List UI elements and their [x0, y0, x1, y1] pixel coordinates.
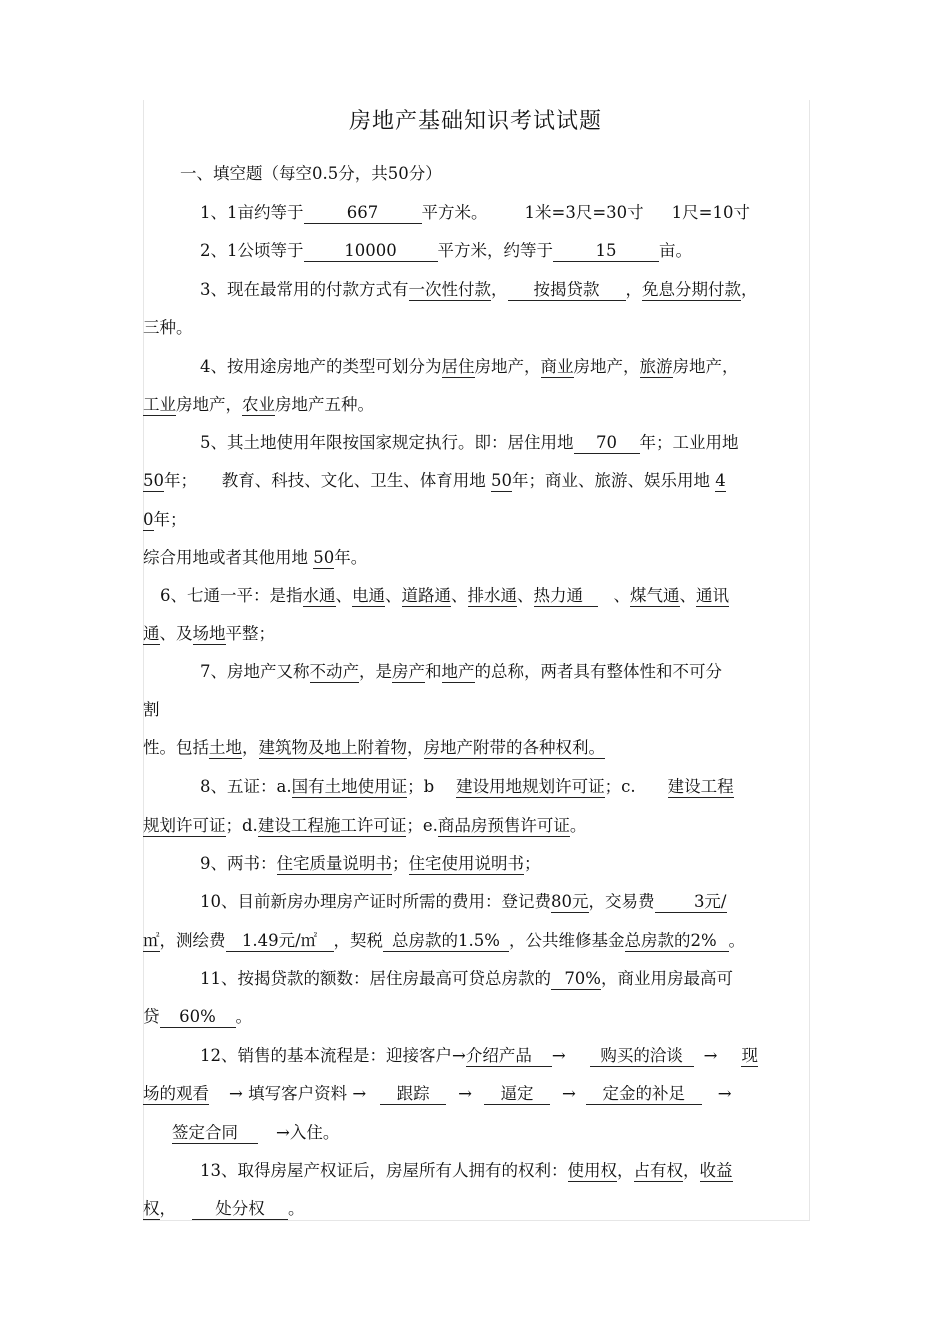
q12-text: 12、销售的基本流程是：迎接客户→ [200, 1046, 466, 1065]
question-4-cont [143, 394, 374, 416]
q12-text: → [551, 1046, 566, 1065]
question-13 [200, 1160, 733, 1182]
q8-answer: 建设工程施工许可证 [257, 816, 407, 835]
q13-text: ， [683, 1161, 700, 1180]
q4-text: 房地产， [176, 395, 242, 414]
q5-text: 综合用地或者其他用地 [143, 548, 308, 567]
q2-answer: 10000 [304, 241, 438, 262]
q13-text: 13、取得房屋产权证后，房屋所有人拥有的权利： [200, 1161, 568, 1180]
q1-text: 1尺=10寸 [671, 203, 750, 222]
question-12-cont [143, 1083, 732, 1105]
q4-text: 4、按用途房地产的类型可划分为 [200, 357, 442, 376]
q6-answer: 热力通 [534, 586, 598, 607]
q4-answer: 旅游 [639, 357, 673, 376]
q9-text: 9、两书： [200, 854, 277, 873]
q10-text: ，契税 [333, 931, 383, 950]
q2-text: 平方米，约等于 [437, 241, 553, 260]
q10-answer: 总房款的2% [625, 931, 729, 952]
q5-answer: 0 [143, 510, 154, 529]
q6-text: 、 [613, 586, 630, 605]
q2-text: 亩。 [659, 241, 692, 260]
q6-answer: 道路通 [401, 586, 451, 605]
question-6-cont [143, 623, 275, 645]
q12-answer: 现 [741, 1046, 758, 1065]
q8-answer: 国有土地使用证 [291, 777, 408, 796]
question-3-cont: 三种。 [143, 318, 193, 337]
q11-text: 贷 [143, 1007, 160, 1026]
q4-answer: 居住 [441, 357, 475, 376]
q5-text: 年； [153, 510, 187, 529]
q9-answer: 住宅使用说明书 [408, 854, 524, 873]
q13-answer: 处分权 [192, 1199, 288, 1220]
q12-text: → [703, 1046, 718, 1065]
q10-text: ，交易费 [588, 892, 655, 911]
question-5-cont [143, 470, 726, 492]
q8-answer: 建设用地规划许可证 [456, 777, 605, 796]
q10-text: 。 [728, 931, 745, 950]
q5-answer: 70 [574, 433, 640, 454]
q10-answer: ㎡ [143, 931, 160, 950]
q3-text: ， [625, 280, 642, 299]
q8-text: 8、五证：a. [200, 777, 292, 796]
q4-text: 房地产， [672, 357, 739, 376]
q12-text: →入住。 [276, 1123, 340, 1142]
q12-answer: 逼定 [484, 1084, 550, 1105]
q8-text: ；e. [406, 816, 438, 835]
q12-answer: 签定合同 [172, 1123, 258, 1144]
q5-answer: 50 [491, 471, 512, 490]
q11-answer: 70% [551, 969, 601, 990]
q9-answer: 住宅质量说明书 [276, 854, 392, 873]
q8-answer: 规划许可证 [143, 816, 226, 835]
question-7-cont: 割 [143, 700, 160, 719]
q5-text: 年； 教育、科技、文化、卫生、体育用地 [164, 471, 486, 490]
q1-text: 1、1亩约等于 [200, 203, 304, 222]
q4-answer: 商业 [540, 357, 574, 376]
q8-answer: 建设工程 [667, 777, 734, 796]
q3-text: ， [741, 280, 758, 299]
q10-answer: 3元/ [655, 892, 727, 913]
q7-answer: 建筑物及地上附着物 [258, 738, 407, 757]
q11-text: 11、按揭贷款的额数：居住房最高可贷总房款的 [200, 969, 551, 988]
q3-text: 3、现在最常用的付款方式有 [200, 280, 409, 299]
q7-answer: 不动产 [309, 662, 359, 681]
q7-text: 7、房地产又称 [200, 662, 310, 681]
q6-text: 平整； [225, 624, 275, 643]
q13-text: ， [617, 1161, 634, 1180]
question-8-cont [143, 815, 586, 837]
q3-answer: 按揭贷款 [508, 280, 626, 301]
q5-text: 5、其土地使用年限按国家规定执行。即：居住用地 [200, 433, 574, 452]
q8-text: 。 [569, 816, 587, 835]
q7-text: 性。包括 [143, 738, 209, 757]
q5-answer: 50 [313, 548, 335, 567]
q5-text: 年；工业用地 [639, 433, 739, 452]
page-title: 房地产基础知识考试试题 [348, 109, 602, 134]
q7-answer: 土地 [209, 738, 242, 757]
q6-answer: 通讯 [696, 586, 729, 605]
question-4 [200, 356, 739, 378]
q10-answer: 80元 [551, 892, 589, 911]
q6-text: 、 [517, 586, 534, 605]
q11-answer: 60% [160, 1007, 236, 1028]
q7-text: 和 [425, 662, 442, 681]
q12-answer: 场的观看 [143, 1084, 209, 1103]
q12-text: → [717, 1084, 732, 1103]
q6-text: 、 [451, 586, 468, 605]
q13-answer: 占有权 [633, 1161, 683, 1180]
q5-answer: 50 [143, 471, 164, 490]
question-11-cont [143, 1006, 252, 1028]
question-7 [200, 661, 722, 683]
q7-text: ，是 [359, 662, 392, 681]
q9-text: ； [392, 854, 409, 873]
q5-answer: 4 [715, 471, 726, 490]
question-5-cont3 [143, 547, 367, 569]
q12-answer: 定金的补足 [586, 1084, 702, 1105]
question-10 [200, 891, 727, 913]
q3-answer: 免息分期付款 [642, 280, 741, 299]
question-10-cont [143, 930, 745, 952]
q4-text: 房地产， [573, 357, 640, 376]
q13-answer: 权 [143, 1199, 160, 1218]
q10-text: ，测绘费 [159, 931, 226, 950]
q12-text: → [561, 1084, 576, 1103]
q6-answer: 电通 [352, 586, 385, 605]
q8-text: ；d. [225, 816, 258, 835]
question-9 [200, 853, 541, 875]
q1-text: 1米=3尺=30寸 [524, 203, 644, 222]
q1-answer: 667 [304, 203, 422, 224]
question-1 [200, 202, 750, 224]
q9-text: ； [524, 854, 541, 873]
q13-text: 。 [288, 1199, 305, 1218]
q7-answer: 房地产附带的各种权利。 [423, 738, 605, 757]
q13-answer: 使用权 [567, 1161, 617, 1180]
q4-text: 房地产五种。 [275, 395, 374, 414]
q1-text: 平方米。 [421, 203, 488, 222]
question-5 [200, 432, 739, 454]
q12-text: → 填写客户资料 → [229, 1084, 367, 1103]
question-13-cont [143, 1198, 305, 1220]
q4-answer: 工业 [143, 395, 176, 414]
q6-answer: 排水通 [467, 586, 517, 605]
q8-text: ；c. [604, 777, 636, 796]
question-11 [200, 968, 733, 990]
section-heading: 一、填空题（每空0.5分，共50分） [180, 164, 442, 183]
q12-text: → [458, 1084, 472, 1103]
q11-text: ，商业用房最高可 [601, 969, 733, 988]
q7-text: ， [407, 738, 424, 757]
q6-text: 、及 [159, 624, 193, 643]
q6-text: 、 [335, 586, 352, 605]
question-7-cont2 [143, 737, 605, 759]
q12-answer: 购买的洽谈 [590, 1046, 694, 1067]
q5-text: 年；商业、旅游、娱乐用地 [512, 471, 710, 490]
q13-text: ， [159, 1199, 176, 1218]
q2-text: 2、1公顷等于 [200, 241, 304, 260]
q3-text: ， [491, 280, 508, 299]
q10-text: ，公共维修基金 [509, 931, 625, 950]
q7-text: 的总称，两者具有整体性和不可分 [474, 662, 722, 681]
q7-text: ， [242, 738, 259, 757]
q3-answer: 一次性付款 [408, 280, 491, 299]
q4-text: 房地产， [474, 357, 541, 376]
q4-answer: 农业 [242, 395, 275, 414]
q2-answer: 15 [553, 241, 659, 262]
q12-answer: 介绍产品 [466, 1046, 552, 1067]
question-12 [200, 1045, 758, 1067]
q6-text: 、 [385, 586, 402, 605]
question-5-cont2 [143, 509, 187, 531]
q5-text: 年。 [334, 548, 368, 567]
q8-answer: 商品房预售许可证 [437, 816, 570, 835]
q6-text: 6、七通一平：是指 [160, 586, 303, 605]
q12-answer: 跟踪 [380, 1084, 446, 1105]
q10-answer: 总房款的1.5% [383, 931, 509, 952]
q10-answer: 1.49元/㎡ [226, 931, 334, 952]
question-8 [200, 776, 734, 798]
question-3 [200, 279, 758, 301]
q6-answer: 场地 [192, 624, 226, 643]
question-2 [200, 240, 692, 262]
q6-answer: 水通 [302, 586, 336, 605]
q13-answer: 收益 [699, 1161, 733, 1180]
q6-answer: 通 [143, 624, 160, 643]
q10-text: 10、目前新房办理房产证时所需的费用：登记费 [200, 892, 551, 911]
q11-text: 。 [235, 1007, 252, 1026]
question-6 [160, 585, 729, 607]
question-12-cont2 [172, 1122, 339, 1144]
q7-answer: 地产 [441, 662, 475, 681]
q6-answer: 煤气通 [630, 586, 680, 605]
q6-text: 、 [679, 586, 696, 605]
q7-answer: 房产 [392, 662, 425, 681]
q8-text: ；b [407, 777, 435, 796]
